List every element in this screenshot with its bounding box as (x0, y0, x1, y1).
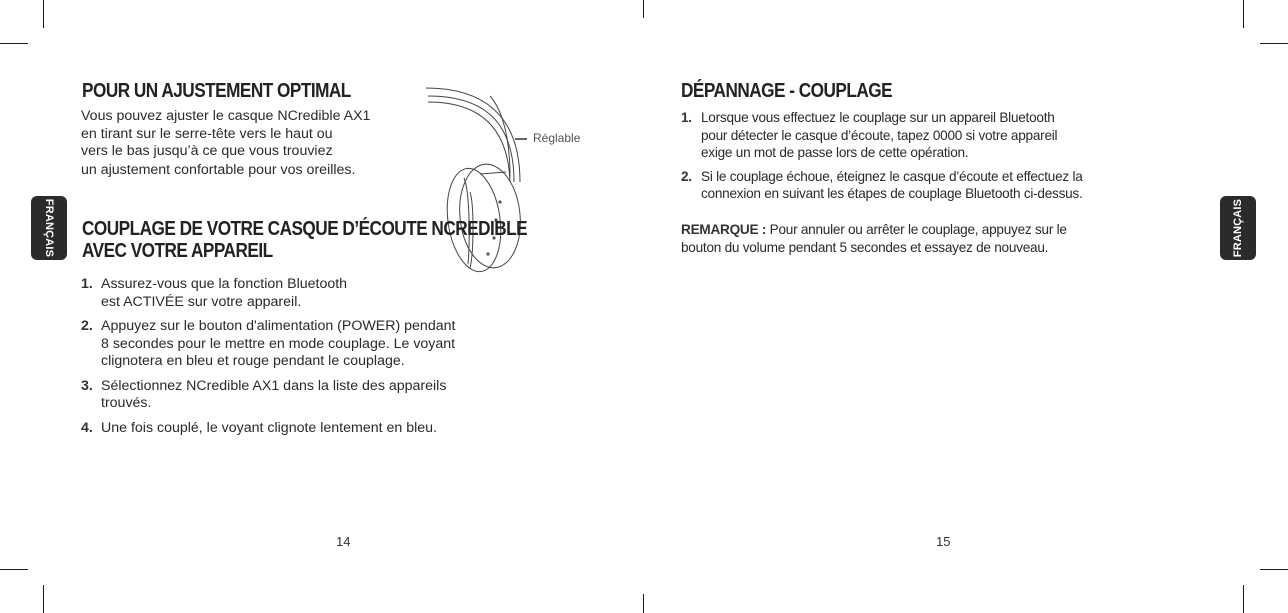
language-tab-right (1220, 196, 1256, 260)
step-line: Assurez-vous que la fonction Bluetooth (101, 276, 348, 292)
step-number: 2. (81, 318, 93, 334)
step-number: 2. (681, 168, 692, 184)
language-tab-label: FRANÇAIS (1232, 198, 1244, 258)
note-text: Pour annuler ou arrêter le couplage, appuyez sur le (766, 222, 1067, 237)
list-item (81, 318, 455, 371)
paragraph-line: un ajustement confortable pour vos oreilles. (81, 161, 356, 178)
crop-mark (1260, 43, 1288, 44)
section-title-fit: POUR UN AJUSTEMENT OPTIMAL (82, 80, 351, 102)
step-line: exige un mot de passe lors de cette opération. (701, 145, 969, 160)
crop-mark (1243, 585, 1244, 613)
step-line: est ACTIVÉE sur votre appareil. (101, 293, 302, 310)
step-number: 4. (81, 419, 93, 436)
list-item (681, 109, 1083, 162)
page-number-left: 14 (336, 534, 351, 549)
list-item (81, 276, 455, 311)
step-line: pour détecter le casque d’écoute, tapez 0000 si votre appareil (701, 127, 1058, 143)
section-title-pairing (82, 218, 527, 262)
adjustable-callout-label: Réglable (533, 131, 581, 145)
step-line: Appuyez sur le bouton d'alimentation (POWER) pendant (101, 318, 456, 334)
paragraph-line: vers le bas jusqu’à ce que vous trouviez (81, 143, 333, 159)
pairing-steps-list (81, 276, 455, 444)
crop-mark (0, 569, 28, 570)
paragraph-line: Vous pouvez ajuster le casque NCredible AX1 (81, 108, 371, 124)
step-line: clignotera en bleu et rouge pendant le couplage. (101, 353, 405, 369)
list-item (81, 378, 455, 413)
step-line: 8 secondes pour le mettre en mode couplage. Le voyant (101, 335, 456, 352)
crop-mark (1243, 0, 1244, 28)
section-title-troubleshooting: DÉPANNAGE - COUPLAGE (681, 80, 893, 102)
step-line: trouvés. (101, 395, 152, 411)
list-item (681, 168, 1083, 203)
language-tab-left (31, 196, 67, 260)
title-line: AVEC VOTRE APPAREIL (82, 240, 273, 262)
step-line: Sélectionnez NCredible AX1 dans la liste des appareils (101, 377, 447, 394)
language-tab-label: FRANÇAIS (43, 198, 55, 258)
step-line: Si le couplage échoue, éteignez le casque d’écoute et effectuez la (701, 168, 1083, 184)
note-paragraph (681, 221, 1067, 256)
crop-mark (1260, 569, 1288, 570)
step-number: 3. (81, 377, 93, 394)
crop-mark (43, 585, 44, 613)
crop-mark (0, 43, 28, 44)
troubleshooting-list (681, 109, 1083, 209)
page-number-right: 15 (936, 534, 951, 549)
crop-mark (43, 0, 44, 28)
note-line (681, 221, 1067, 239)
title-line: COUPLAGE DE VOTRE CASQUE D’ÉCOUTE NCREDIBLE (82, 218, 528, 240)
step-number: 1. (681, 110, 692, 125)
crop-mark (643, 0, 644, 18)
note-label: REMARQUE : (681, 222, 767, 237)
step-line: Lorsque vous effectuez le couplage sur un appareil Bluetooth (701, 110, 1055, 125)
paragraph-line: en tirant sur le serre-tête vers le haut ou (81, 125, 333, 142)
fit-paragraph (81, 108, 370, 179)
list-item (81, 420, 455, 438)
crop-mark (643, 594, 644, 613)
step-number: 1. (81, 276, 93, 292)
note-line: bouton du volume pendant 5 secondes et essayez de nouveau. (681, 239, 1049, 255)
step-line: Une fois couplé, le voyant clignote lentement en bleu. (101, 419, 437, 436)
step-line: connexion en suivant les étapes de couplage Bluetooth ci-dessus. (701, 186, 1083, 201)
